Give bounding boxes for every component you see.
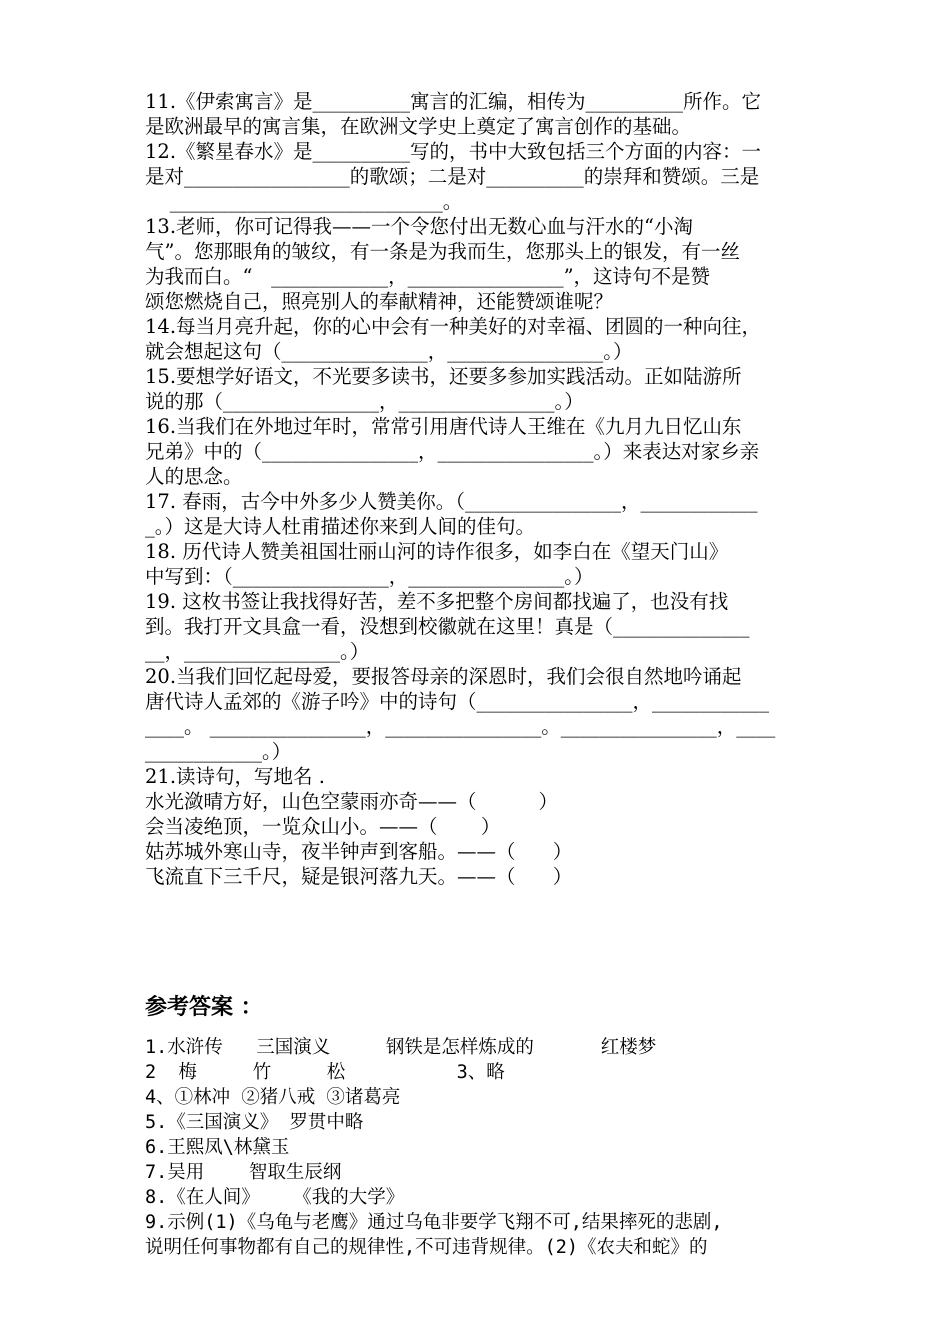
question-line: 16.当我们在外地过年时，常常引用唐代诗人王维在《九月九日忆山东: [145, 415, 742, 438]
question-line: 气”。您那眼角的皱纹，有一条是为我而生，您那头上的银发，有一丝: [145, 240, 740, 263]
question-line: ____________________________。: [145, 190, 463, 213]
question-line: 姑苏城外寒山寺，夜半钟声到客船。——（ ）: [145, 840, 573, 863]
question-line: 是对_________________的歌颂；二是对__________的崇拜和赞颂。三是: [145, 165, 760, 188]
question-line: 14.每当月亮升起，你的心中会有一种美好的对幸福、团圆的一种向往，: [145, 315, 762, 338]
answer-line: 1.水浒传 三国演义 钢铁是怎样炼成的 红楼梦: [145, 1037, 657, 1058]
question-line: 颂您燃烧自己，照亮别人的奉献精神，还能赞颂谁呢？: [145, 290, 614, 313]
question-line: 人的思念。: [145, 465, 243, 488]
question-line: ____。 ________________，________________。________________，____: [145, 715, 776, 738]
question-line: 13.老师，你可记得我——一个令您付出无数心血与汗水的“小淘: [145, 215, 693, 238]
answer-line: 2 梅 竹 松 3、略: [145, 1062, 505, 1083]
question-line: 19. 这枚书签让我找得好苦，差不多把整个房间都找遍了，也没有找: [145, 590, 729, 613]
question-line: _。）这是大诗人杜甫描述你来到人间的佳句。: [145, 515, 536, 538]
question-line: ____________。）: [145, 740, 292, 763]
question-line: 17. 春雨，古今中外多少人赞美你。（________________，____________: [145, 490, 758, 513]
question-line: 中写到：（________________，________________。）: [145, 565, 594, 588]
answer-line: 4、①林冲 ②猪八戒 ③诸葛亮: [145, 1087, 401, 1108]
answer-line: 说明任何事物都有自己的规律性,不可违背规律。(2)《农夫和蛇》的: [145, 1237, 708, 1258]
answer-line: 8.《在人间》 《我的大学》: [145, 1187, 405, 1208]
question-line: 12.《繁星春水》是__________写的，书中大致包括三个方面的内容：一: [145, 140, 762, 163]
question-line: 20.当我们回忆起母爱，要报答母亲的深恩时，我们会很自然地吟诵起: [145, 665, 742, 688]
question-line: 11.《伊索寓言》是__________寓言的汇编，相传为__________所作。它: [145, 90, 762, 113]
answer-line: 7.吴用 智取生辰纲: [145, 1162, 342, 1183]
question-line: 21.读诗句，写地名 .: [145, 765, 325, 788]
question-line: 到。我打开文具盒一看，没想到校徽就在这里！真是（______________: [145, 615, 750, 638]
answer-line: 9.示例(1)《乌龟与老鹰》通过乌龟非要学飞翔不可,结果摔死的悲剧,: [145, 1212, 723, 1233]
question-line: 会当凌绝顶，一览众山小。——（ ）: [145, 815, 501, 838]
question-line: __，________________。）: [145, 640, 370, 663]
question-line: 说的那（________________，________________。）: [145, 390, 584, 413]
question-line: 兄弟》中的（________________，________________。）来表达对家乡亲: [145, 440, 760, 463]
answer-line: 5.《三国演义》 罗贯中略: [145, 1112, 364, 1133]
question-line: 18. 历代诗人赞美祖国壮丽山河的诗作很多，如李白在《望天门山》: [145, 540, 729, 563]
question-line: 唐代诗人孟郊的《游子吟》中的诗句（________________，____________: [145, 690, 770, 713]
question-line: 是欧洲最早的寓言集，在欧洲文学史上奠定了寓言创作的基础。: [145, 115, 692, 138]
question-line: 15.要想学好语文，不光要多读书，还要多参加实践活动。正如陆游所: [145, 365, 742, 388]
question-line: 就会想起这句（_______________，________________。）: [145, 340, 633, 363]
answer-line: 6.王熙凤\林黛玉: [145, 1137, 290, 1158]
answers-heading: 参考答案 ：: [145, 994, 263, 1020]
question-line: 为我而白。“ ____________，________________”，这诗句不是赞: [145, 265, 711, 288]
question-line: 水光潋晴方好，山色空蒙雨亦奇——（ ）: [145, 790, 558, 813]
question-line: 飞流直下三千尺，疑是银河落九天。——（ ）: [145, 865, 573, 888]
